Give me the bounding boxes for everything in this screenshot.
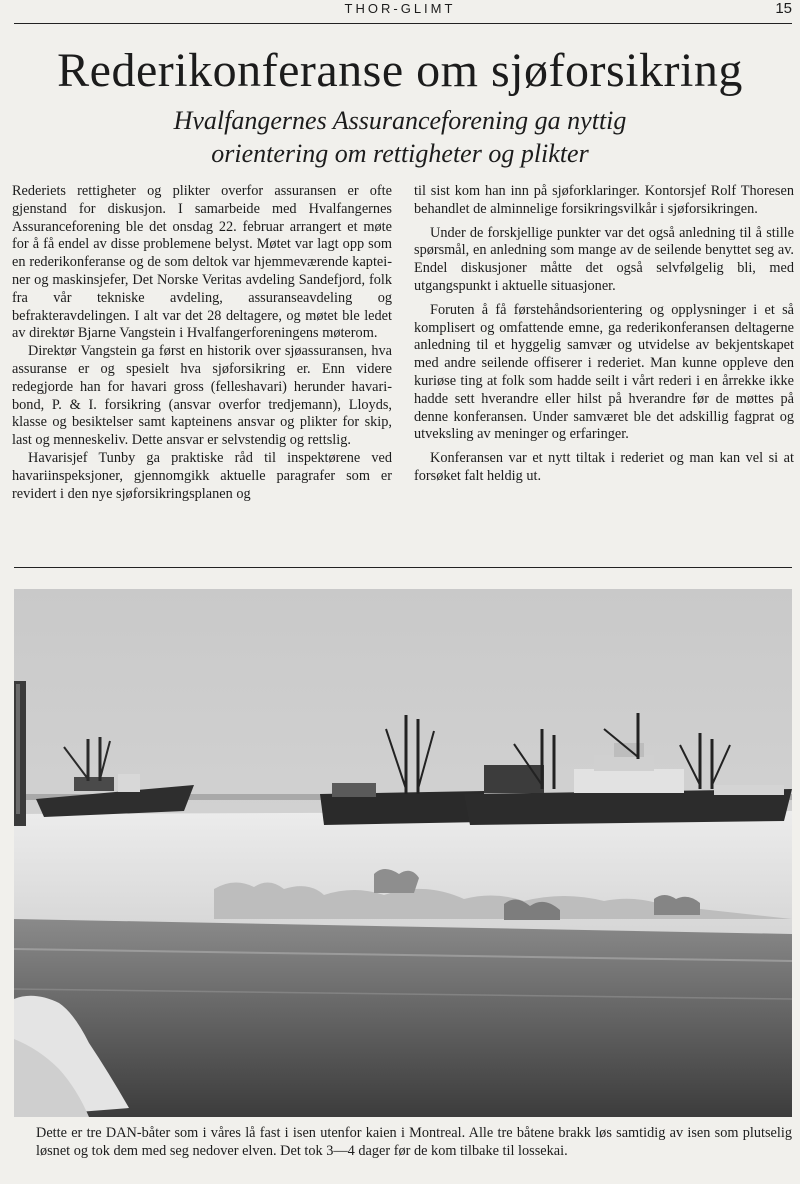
left-column bbox=[12, 183, 392, 503]
article-title: Rederikonferanse om sjøforsikring bbox=[57, 44, 743, 97]
subtitle-line-1: Hvalfangernes Assuranceforening ga nyttig bbox=[173, 106, 627, 135]
journal-name: THOR-GLIMT bbox=[344, 1, 456, 16]
article-subtitle bbox=[0, 104, 800, 170]
paragraph: til sist kom han inn på sjøforklaringer. Kontorsjef Rolf Thoresen behandlet de alminnelige forsikringsvilkår i sjøforsikringen. bbox=[414, 183, 794, 217]
paragraph: Havarisjef Tunby ga praktiske råd til inspektørene ved havariinspeksjoner, gjennomgikk aktuelle paragrafer som er revidert i den nye sjøforsikringsplanen og bbox=[12, 449, 392, 502]
photo-caption: Dette er tre DAN-båter som i våres lå fast i isen utenfor kaien i Montreal. Alle tre båtene brakk løs samtidig av isen som plutselig løsnet og tok dem med seg nedover elven. Det tok 3—4 dager før de kom tilbake til lossekai. bbox=[36, 1125, 792, 1159]
header-rule bbox=[14, 23, 792, 24]
ships-in-ice-photo bbox=[14, 589, 792, 1117]
subtitle-line-2: orientering om rettigheter og plikter bbox=[211, 139, 589, 168]
paragraph: Konferansen var et nytt tiltak i rederiet og man kan vel si at forsøket falt heldig ut. bbox=[414, 450, 794, 484]
paragraph: Under de forskjellige punkter var det også anledning til å stille spørsmål, en anledning som mange av de seilende benyttet seg av. Endel diskusjoner måtte det også selvfølgelig bli, med utgangspunkt i aktuelle situasjoner. bbox=[414, 224, 794, 294]
page-number: 15 bbox=[775, 0, 792, 17]
paragraph: Foruten å få førstehåndsorientering og opplysninger i et så komplisert og omfattende emne, ga rederikonferansen deltagerne anledning til et hyggelig samvær og utvidelse av bekjentskapet med andre seilende offiserer i rederiet. Man kunne oppleve den kuriøse ting at folk som hadde seilt i vårt rederi i en årrekke ikke hadde sett hverandre eller hilst på hverandre før de møttes på denne konferansen. Under samværet ble det adskillig fagprat og utveksling av meninger og erfaringer. bbox=[414, 301, 794, 443]
page-header bbox=[0, 0, 800, 24]
photo-illustration bbox=[14, 589, 792, 1117]
paragraph: Rederiets rettigheter og plikter overfor assuransen er ofte gjenstand for diskusjon. I samarbeide med Hvalfangernes Assuranceforening ble det onsdag 22. februar arrangert et møte for å få endel av disse problemene belyst. Møtet var lagt opp som en rederikonferanse og de som deltok var hjemmeværende kapteiner og maskinsjefer, Det Norske Veritas avdeling Sandefjord, folk fra vår tekniske avdeling, assuranseavdeling og befrakteravdelingen. I alt var det 28 deltagere, og møtet ble ledet av direktør Bjarne Vangstein i Hvalfangerforeningens møterom. bbox=[12, 183, 392, 342]
right-column bbox=[414, 183, 794, 492]
paragraph: Direktør Vangstein ga først en historik over sjøassuransen, hva assuranse er og spesielt hva sjøforsikring er. Enn videre redegjorde han for havari gross (felleshavari) herunder havari-bond, P. & I. forsikring (ansvar overfor tredjemann), Lloyds, klasse og besiktelser samt kapteinens ansvar og plikter for skip, last og menneskeliv. Dette ansvar er selvstendig og rettslig. bbox=[12, 343, 392, 449]
section-rule bbox=[14, 567, 792, 568]
